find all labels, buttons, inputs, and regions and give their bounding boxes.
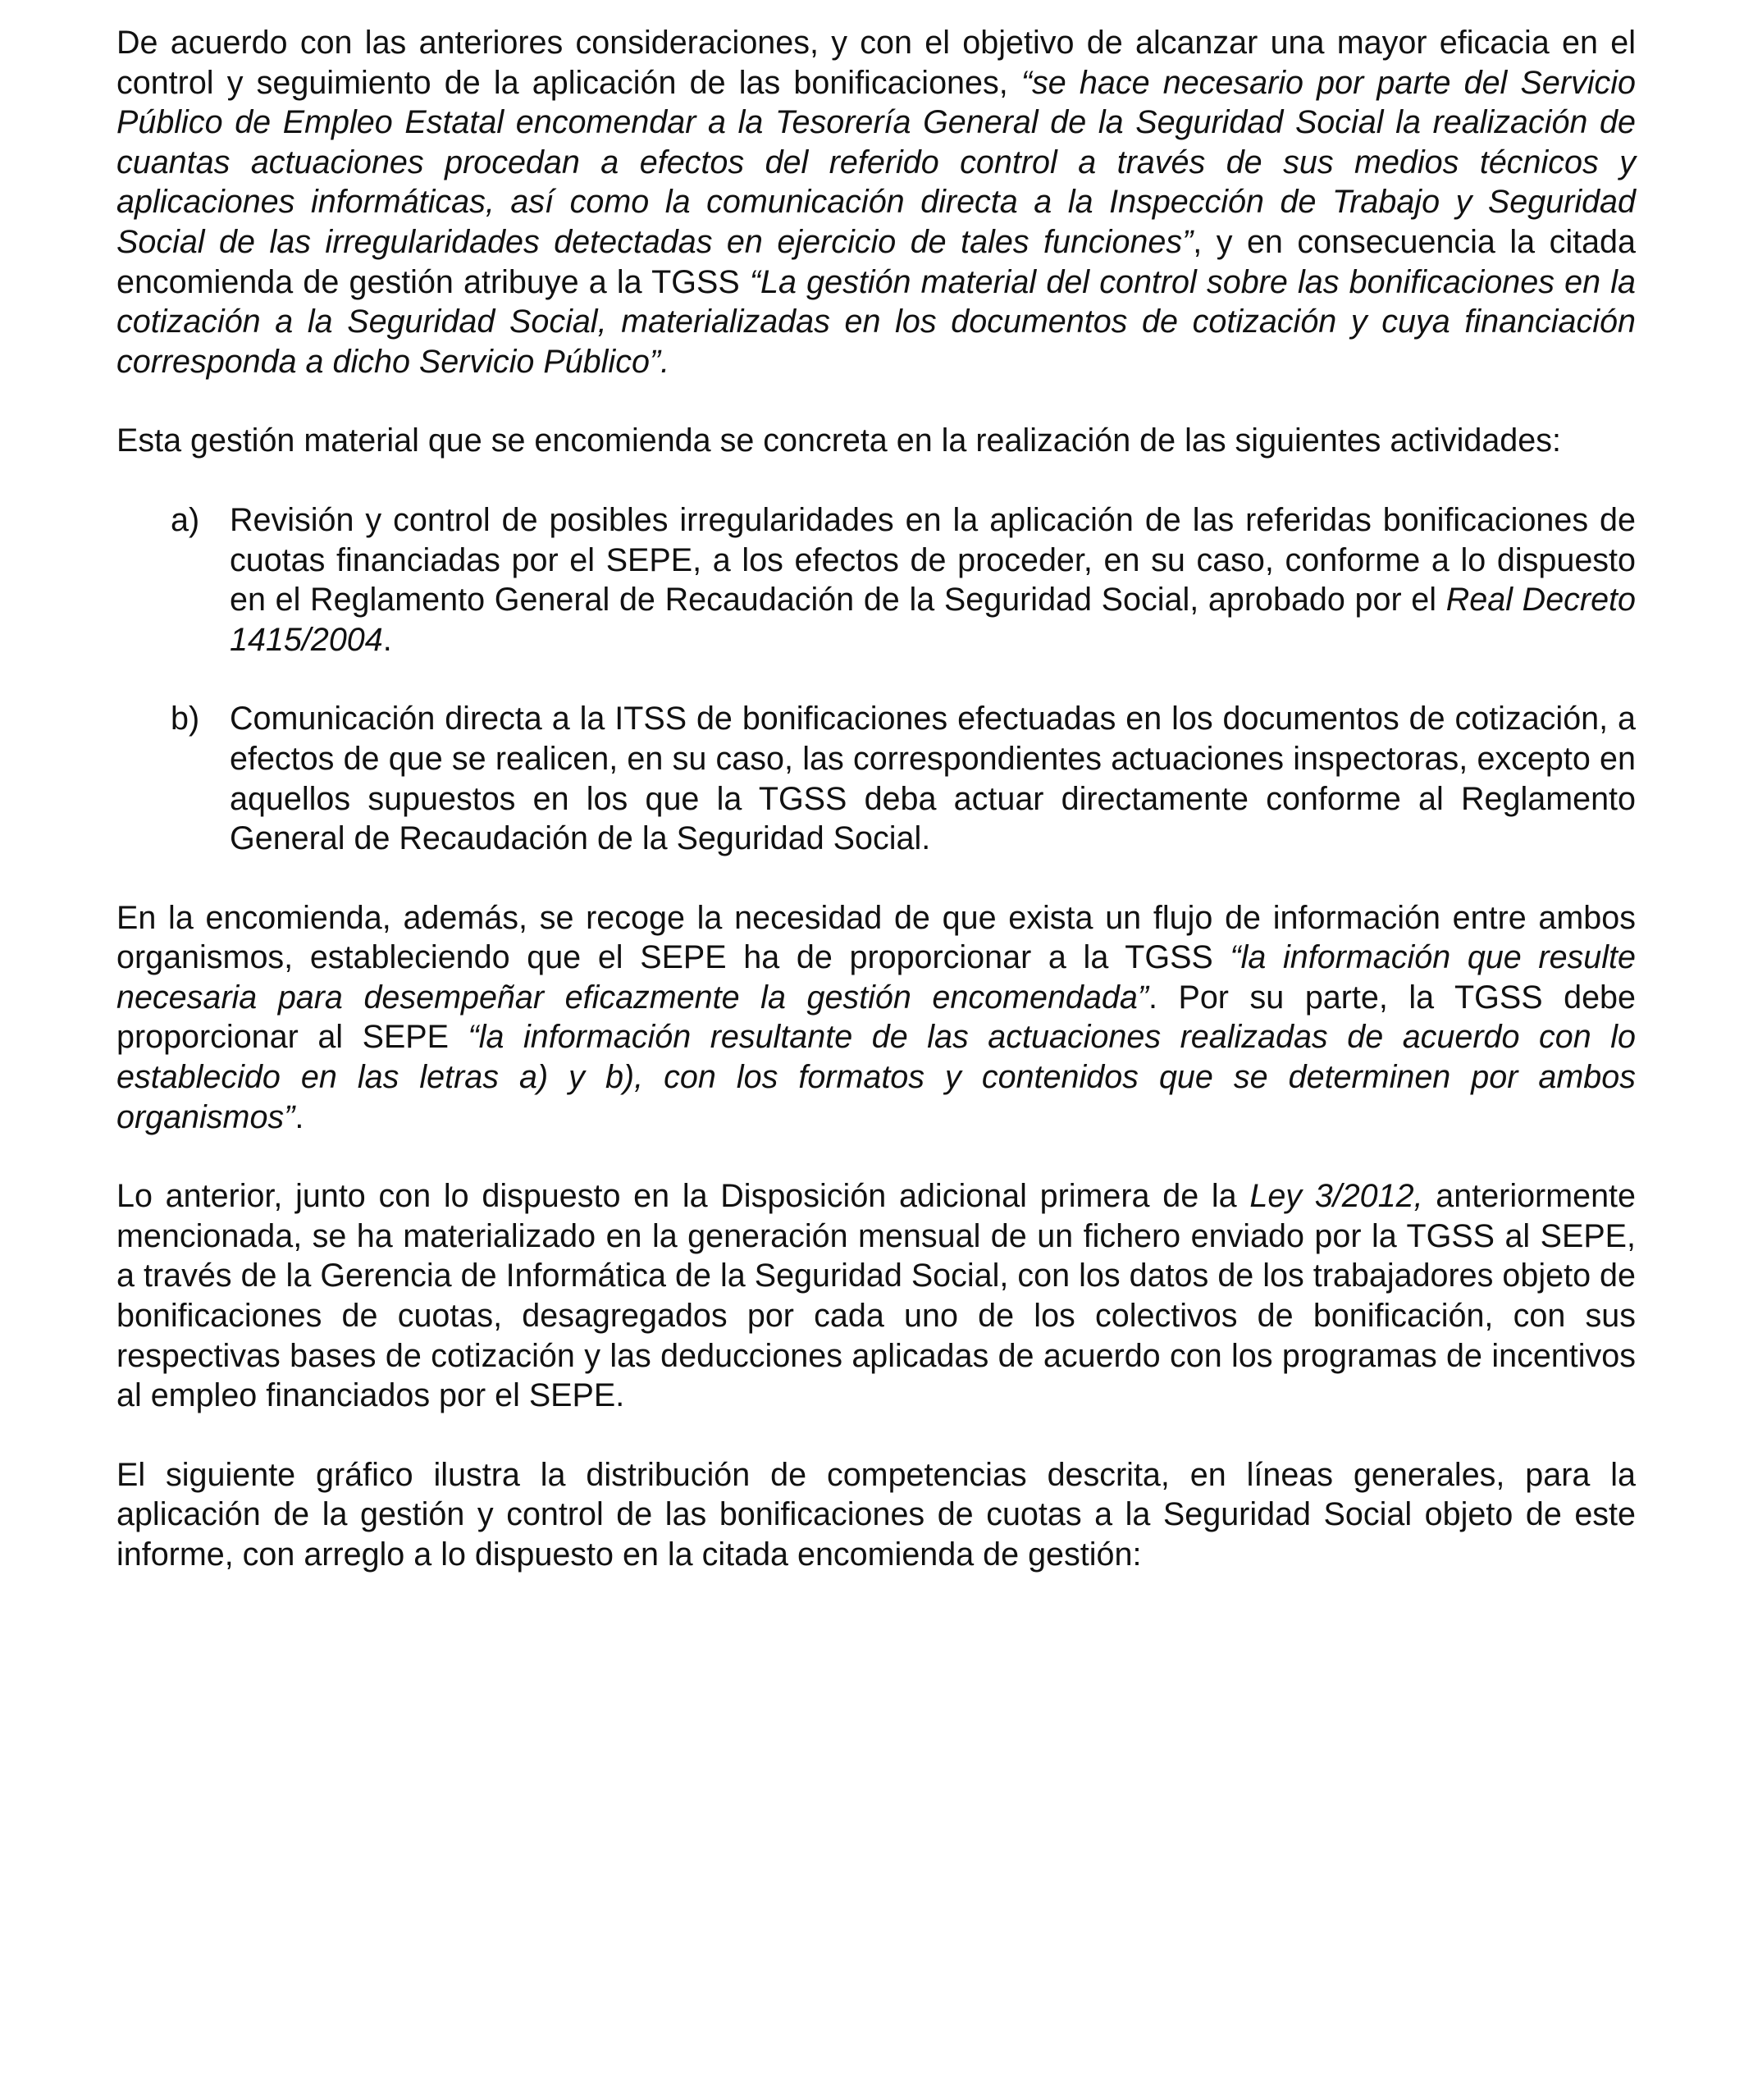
quote-text: “se hace necesario por parte del Servicio Público de Empleo Estatal encomendar a la Tesorería General de la Seguridad Social la realización de cuantas actuaciones procedan a efectos del referido control a través de sus medios técnicos y aplicaciones informáticas, así como la comunicación directa a la Inspección de Trabajo y Seguridad Social de las irregularidades detectadas en ejercicio de tales funciones” bbox=[116, 64, 1636, 260]
paragraph-text: De acuerdo con las anteriores consideraciones, y con el objetivo de alcanzar una mayor eficacia en el control y seguimiento de la aplicación de las bonificaciones, bbox=[116, 25, 1636, 101]
list-marker: a) bbox=[171, 501, 200, 538]
paragraph-text: Lo anterior, junto con lo dispuesto en la Disposición adicional primera de la bbox=[116, 1178, 1250, 1215]
list-marker: b) bbox=[171, 701, 200, 737]
list-item-a bbox=[116, 500, 1636, 660]
paragraph-grafico-intro: El siguiente gráfico ilustra la distribución de competencias descrita, en líneas generales, para la aplicación de la gestión y control de las bonificaciones de cuotas a la Seguridad Social objeto de este informe, con arreglo a lo dispuesto en la citada encomienda de gestión: bbox=[116, 1456, 1636, 1573]
legal-reference: Ley 3/2012, bbox=[1249, 1178, 1423, 1215]
paragraph-actividades: Esta gestión material que se encomienda se concreta en la realización de las siguientes actividades: bbox=[116, 422, 1561, 459]
activities-list bbox=[116, 500, 1636, 859]
quote-text: “la información resultante de las actuaciones realizadas de acuerdo con lo establecido en las letras a) y b), con los formatos y contenidos que se determinen por ambos organismos” bbox=[116, 1019, 1636, 1135]
paragraph-encomienda-intro bbox=[116, 23, 1636, 381]
paragraph-fichero-mensual bbox=[116, 1176, 1636, 1416]
list-item-b bbox=[116, 699, 1636, 858]
paragraph-text: . bbox=[294, 1098, 304, 1135]
list-item-text: . bbox=[382, 621, 392, 658]
list-item-text: Revisión y control de posibles irregularidades en la aplicación de las referidas bonificaciones de cuotas financiadas por el SEPE, a los efectos de proceder, en su caso, conforme a lo dispuesto en el Reglamento General de Recaudación de la Seguridad Social, aprobado por el bbox=[230, 501, 1636, 619]
paragraph-text: En la encomienda, además, se recoge la necesidad de que exista un flujo de información entre ambos organismos, estableciendo que el SEPE ha de proporcionar a la TGSS bbox=[116, 899, 1636, 976]
quote-text: “La gestión material del control sobre las bonificaciones en la cotización a la Seguridad Social, materializadas en los documentos de cotización y cuya financiación corresponda a dicho Servicio Público”. bbox=[116, 263, 1637, 380]
paragraph-flujo-informacion bbox=[116, 898, 1636, 1138]
quote-text: “la información que resulte necesaria para desempeñar eficazmente la gestión encomendada” bbox=[116, 939, 1636, 1016]
paragraph-text: anteriormente mencionada, se ha materializado en la generación mensual de un fichero enviado por la TGSS al SEPE, a través de la Gerencia de Informática de la Seguridad Social, con los datos de los trabajadores objeto de bonificaciones de cuotas, desagregados por cada uno de los colectivos de bonificación, con sus respectivas bases de cotización y las deducciones aplicadas de acuerdo con los programas de incentivos al empleo financiados por el SEPE. bbox=[116, 1178, 1636, 1414]
list-item-text: Comunicación directa a la ITSS de bonificaciones efectuadas en los documentos de cotización, a efectos de que se realicen, en su caso, las correspondientes actuaciones inspectoras, excepto en aquellos supuestos en los que la TGSS deba actuar directamente conforme al Reglamento General de Recaudación de la Seguridad Social. bbox=[230, 701, 1636, 857]
legal-reference: Real Decreto 1415/2004 bbox=[230, 582, 1636, 658]
document-page bbox=[116, 23, 1636, 1614]
paragraph-text: , y en consecuencia la citada encomienda de gestión atribuye a la TGSS bbox=[116, 223, 1636, 300]
paragraph-text: . Por su parte, la TGSS debe proporcionar al SEPE bbox=[116, 979, 1636, 1056]
